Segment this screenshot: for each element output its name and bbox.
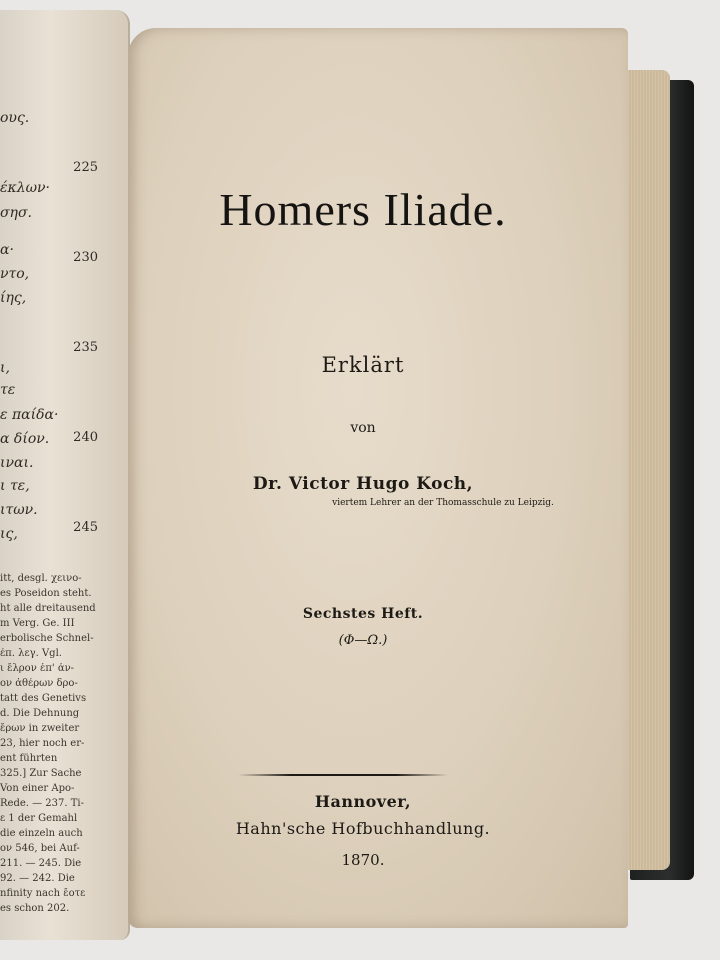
note-line: Rede. — 237. Ti- [0, 798, 84, 809]
note-line: ε 1 der Gemahl [0, 813, 78, 824]
greek-line: ιτων. [0, 502, 38, 518]
note-line: ον ἀθέρων δρο- [0, 678, 78, 689]
note-line: die einzeln auch [0, 828, 83, 839]
publication-city: Hannover, [314, 792, 412, 811]
greek-line: τε [0, 382, 16, 398]
book-range: (Φ—Ω.) [338, 633, 388, 648]
greek-line: έκλων· [0, 180, 50, 196]
part-label: Sechstes Heft. [302, 606, 424, 622]
subtitle: Erklärt [321, 353, 405, 377]
greek-line: ους. [0, 110, 30, 126]
line-number: 240 [73, 430, 98, 445]
greek-line: ις, [0, 526, 18, 542]
greek-line: σησ. [0, 205, 32, 221]
line-number: 230 [73, 250, 98, 265]
line-number: 235 [73, 340, 98, 355]
note-line: Von einer Apo- [0, 783, 75, 794]
line-number: 245 [73, 520, 98, 535]
note-line: 325.] Zur Sache [0, 768, 82, 779]
note-line: ht alle dreitausend [0, 603, 96, 614]
note-line: ent führten [0, 753, 58, 764]
line-number: 225 [73, 160, 98, 175]
note-line: 92. — 242. Die [0, 873, 75, 884]
title-page [128, 28, 628, 928]
book-title: Homers Iliade. [219, 184, 507, 235]
greek-line: ίης, [0, 290, 27, 306]
greek-line: α δίον. [0, 431, 50, 447]
greek-line: ι, [0, 360, 10, 376]
note-line: tatt des Genetivs [0, 693, 87, 704]
note-line: erbolische Schnel- [0, 633, 94, 644]
note-line: nfinity nach ἔοτε [0, 888, 86, 899]
greek-line: ε παίδα· [0, 407, 59, 423]
note-line: m Verg. Ge. III [0, 618, 75, 629]
greek-line: ι τε, [0, 478, 30, 494]
note-line: es Poseidon steht. [0, 588, 92, 599]
note-line: 23, hier noch er- [0, 738, 85, 749]
note-line: ον 546, bei Auf- [0, 843, 80, 854]
by-line: von [350, 420, 376, 436]
note-line: es schon 202. [0, 903, 70, 914]
greek-line: ιναι. [0, 455, 34, 471]
note-line: ι ἔλρον ἐπ' ἀν- [0, 663, 75, 674]
note-line: itt, desgl. χεινο- [0, 573, 82, 584]
note-line: ἔρων in zweiter [0, 723, 80, 734]
note-line: 211. — 245. Die [0, 858, 82, 869]
divider-rule [238, 774, 448, 776]
publication-year: 1870. [341, 851, 385, 869]
note-line: d. Die Dehnung [0, 708, 80, 719]
greek-line: α· [0, 242, 14, 258]
note-line: έπ. λεγ. Vgl. [0, 648, 62, 659]
author-name: Dr. Victor Hugo Koch, [252, 474, 474, 494]
greek-line: ντο, [0, 266, 30, 282]
left-page [0, 10, 130, 940]
publisher: Hahn'sche Hofbuchhandlung. [235, 819, 491, 838]
author-description: viertem Lehrer an der Thomasschule zu Leipzig. [332, 498, 554, 508]
